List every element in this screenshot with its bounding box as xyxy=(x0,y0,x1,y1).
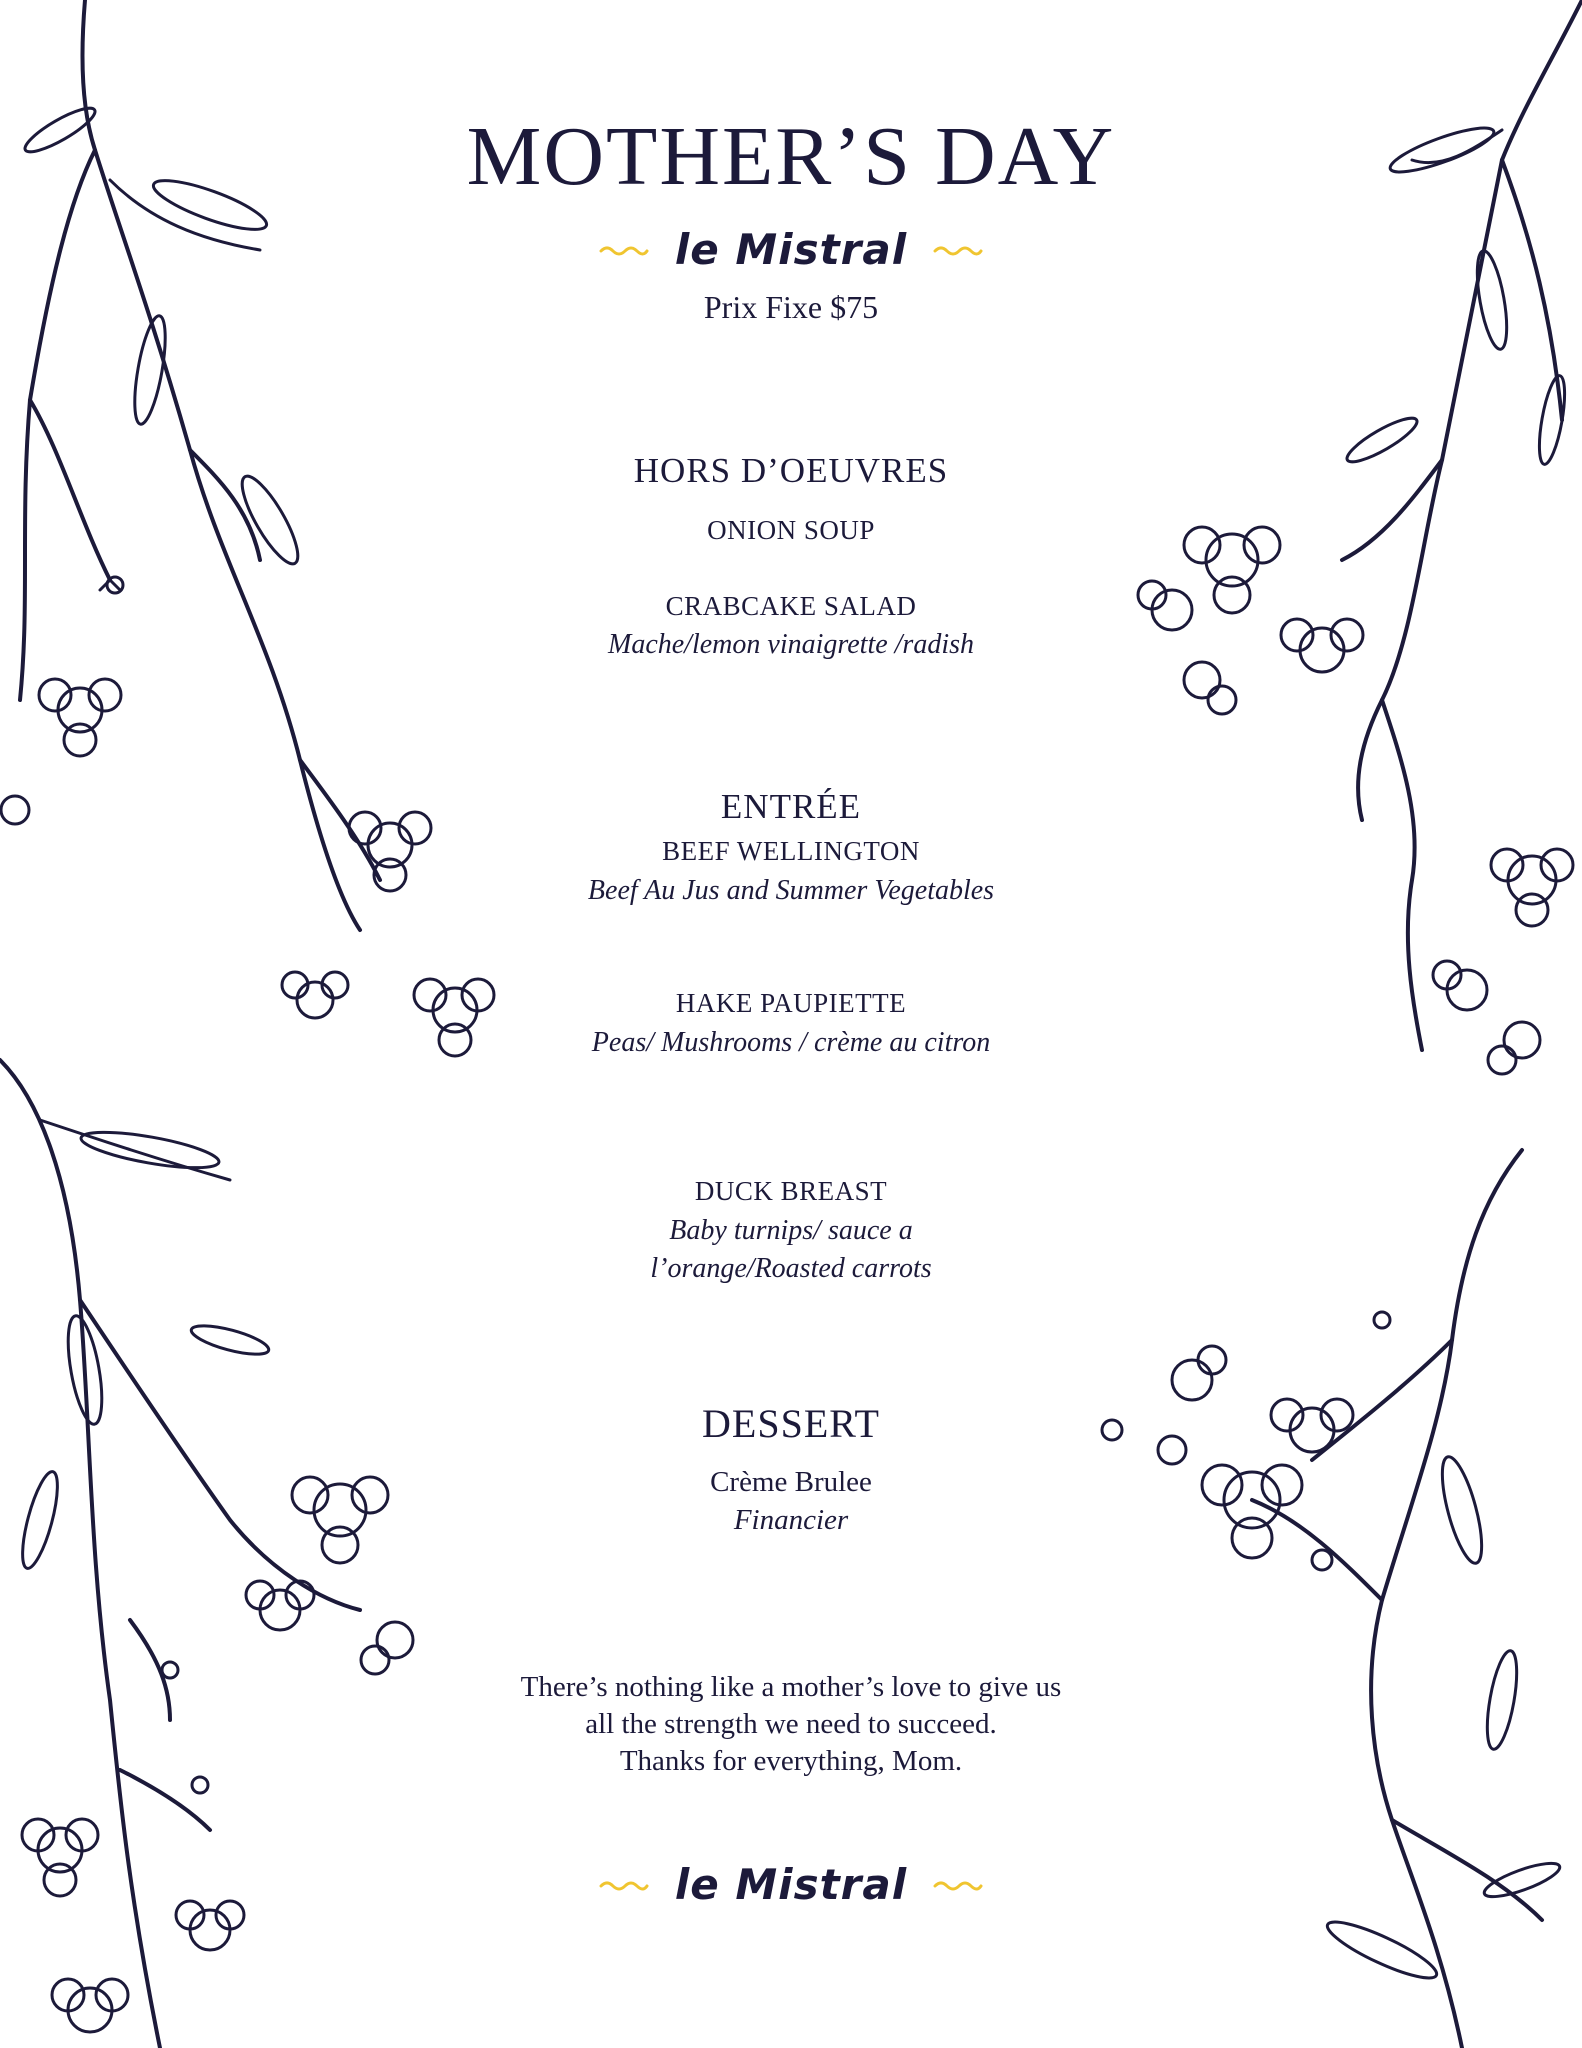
dish-name: BEEF WELLINGTON xyxy=(662,836,920,866)
section-heading-entree: ENTRÉE xyxy=(720,787,862,826)
dish-description: Baby turnips/ sauce a l’orange/Roasted carrots xyxy=(650,1215,932,1284)
section-heading-dessert: DESSERT xyxy=(702,1401,880,1446)
squiggle-ornament-icon xyxy=(599,243,649,257)
closing-quote xyxy=(400,1669,1182,1780)
dish-name: ONION SOUP xyxy=(707,515,875,545)
dish-description: Beef Au Jus and Summer Vegetables xyxy=(587,875,995,906)
prix-fixe-price: Prix Fixe $75 xyxy=(703,289,879,325)
squiggle-ornament-icon xyxy=(933,1878,983,1892)
dish-name: HAKE PAUPIETTE xyxy=(675,988,907,1018)
squiggle-ornament-icon xyxy=(599,1878,649,1892)
quote-line: all the strength we need to succeed. xyxy=(585,1708,997,1740)
quote-line: Thanks for everything, Mom. xyxy=(619,1745,963,1777)
dish-description: Mache/lemon vinaigrette /radish xyxy=(608,629,974,660)
quote-line: There’s nothing like a mother’s love to give us xyxy=(520,1671,1062,1703)
brand-footer xyxy=(400,1860,1182,1909)
dish-name: DUCK BREAST xyxy=(694,1176,888,1206)
dish-name: CRABCAKE SALAD xyxy=(665,591,917,621)
brand-header xyxy=(400,225,1182,274)
dessert-item: Crème Brulee xyxy=(710,1466,872,1498)
dessert-item: Financier xyxy=(733,1504,849,1536)
section-heading-hors-doeuvres: HORS D’OEUVRES xyxy=(633,451,949,490)
brand-logo: le Mistral xyxy=(674,225,908,274)
squiggle-ornament-icon xyxy=(933,243,983,257)
brand-logo: le Mistral xyxy=(674,1860,908,1909)
page-title: MOTHER’S DAY xyxy=(466,110,1116,203)
menu-panel xyxy=(400,0,1182,2048)
dish-description: Peas/ Mushrooms / crème au citron xyxy=(591,1027,991,1058)
